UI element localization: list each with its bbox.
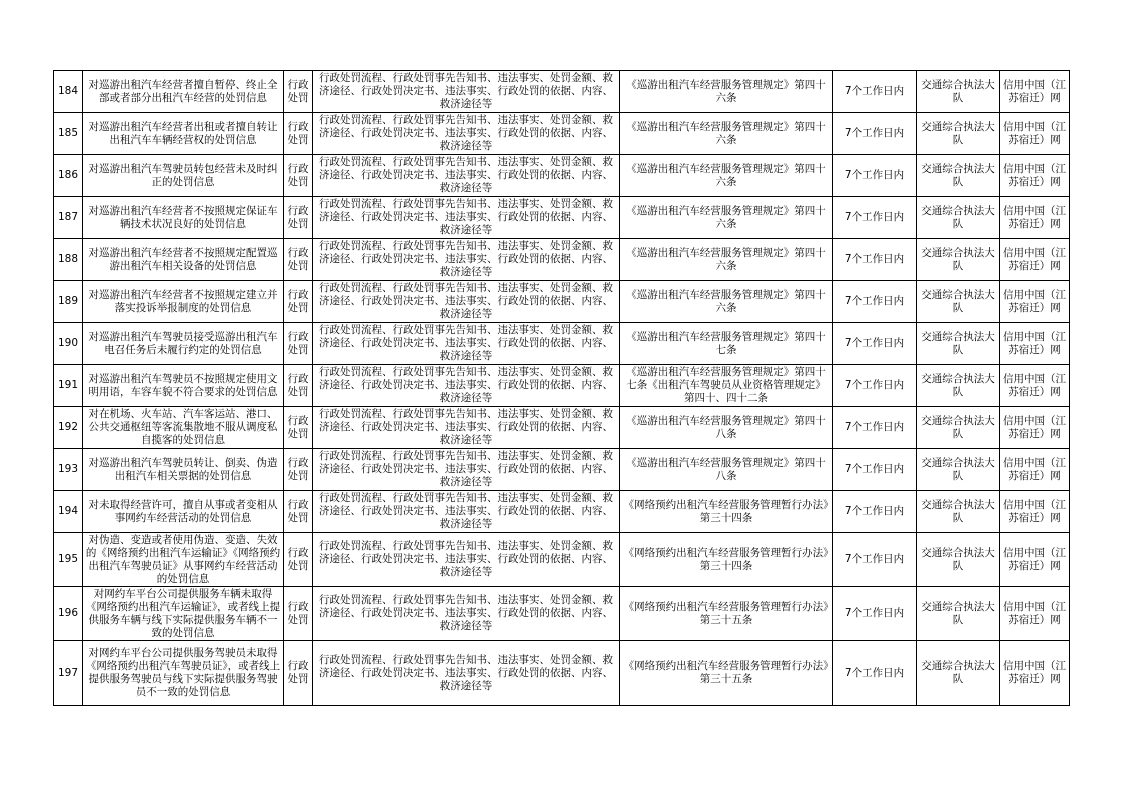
responsible-department-cell: 交通综合执法大队: [917, 407, 1000, 449]
item-name-cell: 对巡游出租汽车驾驶员转包经营未及时纠正的处罚信息: [83, 155, 284, 197]
disclosure-time-cell: 7个工作日内: [833, 323, 917, 365]
legal-basis-cell: 《巡游出租汽车经营服务管理规定》第四十六条: [620, 239, 833, 281]
legal-basis-cell: 《巡游出租汽车经营服务管理规定》第四十八条: [620, 449, 833, 491]
item-category-cell: 行政处罚: [284, 533, 313, 587]
item-category-cell: 行政处罚: [284, 407, 313, 449]
disclosure-content-cell: 行政处罚流程、行政处罚事先告知书、违法事实、处罚金额、救济途径、行政处罚决定书、违法事实、行政处罚的依据、内容、救济途径等: [313, 449, 620, 491]
item-name-cell: 对网约车平台公司提供服务车辆未取得《网络预约出租汽车运输证》，或者线上提供服务车辆与线下实际提供服务车辆不一致的处罚信息: [83, 587, 284, 641]
legal-basis-cell: 《巡游出租汽车经营服务管理规定》第四十六条: [620, 281, 833, 323]
legal-basis-cell: 《网络预约出租汽车经营服务管理暂行办法》第三十四条: [620, 491, 833, 533]
responsible-department-cell: 交通综合执法大队: [917, 239, 1000, 281]
responsible-department-cell: 交通综合执法大队: [917, 533, 1000, 587]
disclosure-time-cell: 7个工作日内: [833, 239, 917, 281]
legal-basis-cell: 《巡游出租汽车经营服务管理规定》第四十六条: [620, 197, 833, 239]
item-name-cell: 对巡游出租汽车驾驶员转让、倒卖、伪造出租汽车相关票据的处罚信息: [83, 449, 284, 491]
row-number-cell: 184: [54, 71, 83, 113]
row-number-cell: 188: [54, 239, 83, 281]
table-row: [54, 323, 1070, 365]
disclosure-time-cell: 7个工作日内: [833, 71, 917, 113]
disclosure-channel-cell: 信用中国（江苏宿迁）网: [1000, 407, 1070, 449]
item-name-cell: 对巡游出租汽车驾驶员接受巡游出租汽车电召任务后未履行约定的处罚信息: [83, 323, 284, 365]
disclosure-content-cell: 行政处罚流程、行政处罚事先告知书、违法事实、处罚金额、救济途径、行政处罚决定书、违法事实、行政处罚的依据、内容、救济途径等: [313, 407, 620, 449]
disclosure-channel-cell: 信用中国（江苏宿迁）网: [1000, 239, 1070, 281]
disclosure-content-cell: 行政处罚流程、行政处罚事先告知书、违法事实、处罚金额、救济途径、行政处罚决定书、违法事实、行政处罚的依据、内容、救济途径等: [313, 197, 620, 239]
disclosure-channel-cell: 信用中国（江苏宿迁）网: [1000, 641, 1070, 706]
item-name-cell: 对巡游出租汽车经营者擅自暂停、终止全部或者部分出租汽车经营的处罚信息: [83, 71, 284, 113]
disclosure-content-cell: 行政处罚流程、行政处罚事先告知书、违法事实、处罚金额、救济途径、行政处罚决定书、违法事实、行政处罚的依据、内容、救济途径等: [313, 71, 620, 113]
disclosure-channel-cell: 信用中国（江苏宿迁）网: [1000, 281, 1070, 323]
table-row: [54, 641, 1070, 706]
responsible-department-cell: 交通综合执法大队: [917, 71, 1000, 113]
row-number-cell: 191: [54, 365, 83, 407]
disclosure-content-cell: 行政处罚流程、行政处罚事先告知书、违法事实、处罚金额、救济途径、行政处罚决定书、违法事实、行政处罚的依据、内容、救济途径等: [313, 323, 620, 365]
table-row: [54, 197, 1070, 239]
disclosure-time-cell: 7个工作日内: [833, 113, 917, 155]
item-name-cell: 对巡游出租汽车经营者不按照规定保证车辆技术状况良好的处罚信息: [83, 197, 284, 239]
row-number-cell: 192: [54, 407, 83, 449]
row-number-cell: 185: [54, 113, 83, 155]
disclosure-channel-cell: 信用中国（江苏宿迁）网: [1000, 197, 1070, 239]
disclosure-time-cell: 7个工作日内: [833, 491, 917, 533]
disclosure-time-cell: 7个工作日内: [833, 587, 917, 641]
row-number-cell: 194: [54, 491, 83, 533]
row-number-cell: 193: [54, 449, 83, 491]
table-body: [54, 71, 1070, 706]
table-row: [54, 587, 1070, 641]
item-name-cell: 对伪造、变造或者使用伪造、变造、失效的《网络预约出租汽车运输证》《网络预约出租汽车驾驶员证》从事网约车经营活动的处罚信息: [83, 533, 284, 587]
disclosure-channel-cell: 信用中国（江苏宿迁）网: [1000, 587, 1070, 641]
item-category-cell: 行政处罚: [284, 239, 313, 281]
disclosure-channel-cell: 信用中国（江苏宿迁）网: [1000, 323, 1070, 365]
item-category-cell: 行政处罚: [284, 281, 313, 323]
disclosure-time-cell: 7个工作日内: [833, 449, 917, 491]
item-category-cell: 行政处罚: [284, 197, 313, 239]
row-number-cell: 197: [54, 641, 83, 706]
item-name-cell: 对巡游出租汽车经营者出租或者擅自转让出租汽车车辆经营权的处罚信息: [83, 113, 284, 155]
table-row: [54, 533, 1070, 587]
table-row: [54, 113, 1070, 155]
legal-basis-cell: 《巡游出租汽车经营服务管理规定》第四十八条: [620, 407, 833, 449]
responsible-department-cell: 交通综合执法大队: [917, 197, 1000, 239]
responsible-department-cell: 交通综合执法大队: [917, 323, 1000, 365]
disclosure-content-cell: 行政处罚流程、行政处罚事先告知书、违法事实、处罚金额、救济途径、行政处罚决定书、违法事实、行政处罚的依据、内容、救济途径等: [313, 281, 620, 323]
responsible-department-cell: 交通综合执法大队: [917, 587, 1000, 641]
item-category-cell: 行政处罚: [284, 449, 313, 491]
disclosure-content-cell: 行政处罚流程、行政处罚事先告知书、违法事实、处罚金额、救济途径、行政处罚决定书、违法事实、行政处罚的依据、内容、救济途径等: [313, 113, 620, 155]
row-number-cell: 187: [54, 197, 83, 239]
table-row: [54, 365, 1070, 407]
responsible-department-cell: 交通综合执法大队: [917, 641, 1000, 706]
disclosure-time-cell: 7个工作日内: [833, 533, 917, 587]
table-row: [54, 71, 1070, 113]
disclosure-time-cell: 7个工作日内: [833, 155, 917, 197]
disclosure-channel-cell: 信用中国（江苏宿迁）网: [1000, 155, 1070, 197]
item-category-cell: 行政处罚: [284, 71, 313, 113]
disclosure-table: [53, 70, 1070, 706]
legal-basis-cell: 《网络预约出租汽车经营服务管理暂行办法》第三十五条: [620, 587, 833, 641]
disclosure-channel-cell: 信用中国（江苏宿迁）网: [1000, 365, 1070, 407]
responsible-department-cell: 交通综合执法大队: [917, 113, 1000, 155]
table-row: [54, 281, 1070, 323]
table-row: [54, 407, 1070, 449]
table-row: [54, 491, 1070, 533]
disclosure-content-cell: 行政处罚流程、行政处罚事先告知书、违法事实、处罚金额、救济途径、行政处罚决定书、违法事实、行政处罚的依据、内容、救济途径等: [313, 533, 620, 587]
disclosure-content-cell: 行政处罚流程、行政处罚事先告知书、违法事实、处罚金额、救济途径、行政处罚决定书、违法事实、行政处罚的依据、内容、救济途径等: [313, 239, 620, 281]
disclosure-channel-cell: 信用中国（江苏宿迁）网: [1000, 113, 1070, 155]
item-name-cell: 对巡游出租汽车驾驶员不按照规定使用文明用语，车容车貌不符合要求的处罚信息: [83, 365, 284, 407]
table-row: [54, 155, 1070, 197]
legal-basis-cell: 《巡游出租汽车经营服务管理规定》第四十六条: [620, 113, 833, 155]
disclosure-content-cell: 行政处罚流程、行政处罚事先告知书、违法事实、处罚金额、救济途径、行政处罚决定书、违法事实、行政处罚的依据、内容、救济途径等: [313, 365, 620, 407]
item-name-cell: 对在机场、火车站、汽车客运站、港口、公共交通枢纽等客流集散地不服从调度私自揽客的处罚信息: [83, 407, 284, 449]
responsible-department-cell: 交通综合执法大队: [917, 365, 1000, 407]
disclosure-channel-cell: 信用中国（江苏宿迁）网: [1000, 491, 1070, 533]
item-category-cell: 行政处罚: [284, 365, 313, 407]
item-name-cell: 对巡游出租汽车经营者不按照规定建立并落实投诉举报制度的处罚信息: [83, 281, 284, 323]
responsible-department-cell: 交通综合执法大队: [917, 491, 1000, 533]
responsible-department-cell: 交通综合执法大队: [917, 449, 1000, 491]
table-row: [54, 449, 1070, 491]
row-number-cell: 190: [54, 323, 83, 365]
item-category-cell: 行政处罚: [284, 641, 313, 706]
disclosure-time-cell: 7个工作日内: [833, 407, 917, 449]
table-row: [54, 239, 1070, 281]
row-number-cell: 195: [54, 533, 83, 587]
row-number-cell: 189: [54, 281, 83, 323]
item-category-cell: 行政处罚: [284, 155, 313, 197]
responsible-department-cell: 交通综合执法大队: [917, 281, 1000, 323]
item-category-cell: 行政处罚: [284, 491, 313, 533]
responsible-department-cell: 交通综合执法大队: [917, 155, 1000, 197]
item-category-cell: 行政处罚: [284, 587, 313, 641]
legal-basis-cell: 《巡游出租汽车经营服务管理规定》第四十七条: [620, 323, 833, 365]
item-name-cell: 对未取得经营许可，擅自从事或者变相从事网约车经营活动的处罚信息: [83, 491, 284, 533]
disclosure-channel-cell: 信用中国（江苏宿迁）网: [1000, 71, 1070, 113]
legal-basis-cell: 《巡游出租汽车经营服务管理规定》第四十七条《出租汽车驾驶员从业资格管理规定》第四十、四十二条: [620, 365, 833, 407]
legal-basis-cell: 《网络预约出租汽车经营服务管理暂行办法》第三十五条: [620, 641, 833, 706]
legal-basis-cell: 《网络预约出租汽车经营服务管理暂行办法》第三十四条: [620, 533, 833, 587]
disclosure-content-cell: 行政处罚流程、行政处罚事先告知书、违法事实、处罚金额、救济途径、行政处罚决定书、违法事实、行政处罚的依据、内容、救济途径等: [313, 491, 620, 533]
disclosure-content-cell: 行政处罚流程、行政处罚事先告知书、违法事实、处罚金额、救济途径、行政处罚决定书、违法事实、行政处罚的依据、内容、救济途径等: [313, 587, 620, 641]
item-name-cell: 对巡游出租汽车经营者不按照规定配置巡游出租汽车相关设备的处罚信息: [83, 239, 284, 281]
item-category-cell: 行政处罚: [284, 323, 313, 365]
disclosure-content-cell: 行政处罚流程、行政处罚事先告知书、违法事实、处罚金额、救济途径、行政处罚决定书、违法事实、行政处罚的依据、内容、救济途径等: [313, 155, 620, 197]
row-number-cell: 186: [54, 155, 83, 197]
disclosure-time-cell: 7个工作日内: [833, 365, 917, 407]
disclosure-content-cell: 行政处罚流程、行政处罚事先告知书、违法事实、处罚金额、救济途径、行政处罚决定书、违法事实、行政处罚的依据、内容、救济途径等: [313, 641, 620, 706]
disclosure-channel-cell: 信用中国（江苏宿迁）网: [1000, 449, 1070, 491]
disclosure-channel-cell: 信用中国（江苏宿迁）网: [1000, 533, 1070, 587]
item-name-cell: 对网约车平台公司提供服务驾驶员未取得《网络预约出租汽车驾驶员证》，或者线上提供服务驾驶员与线下实际提供服务驾驶员不一致的处罚信息: [83, 641, 284, 706]
legal-basis-cell: 《巡游出租汽车经营服务管理规定》第四十六条: [620, 71, 833, 113]
disclosure-time-cell: 7个工作日内: [833, 281, 917, 323]
disclosure-time-cell: 7个工作日内: [833, 641, 917, 706]
item-category-cell: 行政处罚: [284, 113, 313, 155]
row-number-cell: 196: [54, 587, 83, 641]
disclosure-time-cell: 7个工作日内: [833, 197, 917, 239]
legal-basis-cell: 《巡游出租汽车经营服务管理规定》第四十六条: [620, 155, 833, 197]
